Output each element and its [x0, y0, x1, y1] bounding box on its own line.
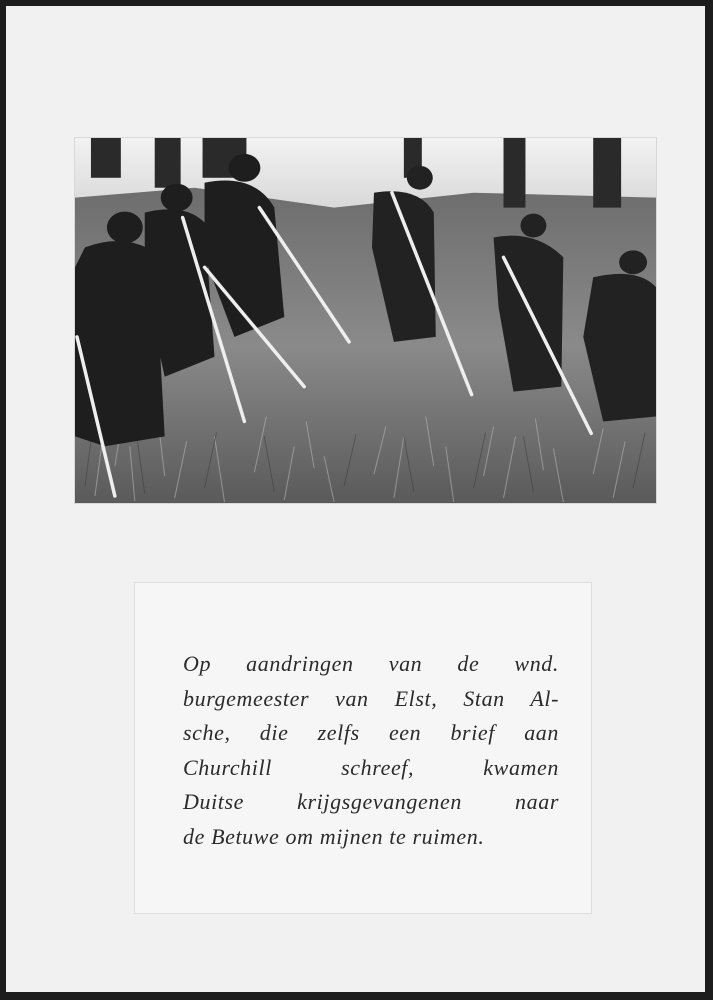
mounting-board	[6, 6, 705, 992]
caption-card	[134, 582, 592, 914]
caption-line: sche, die zelfs een brief aan	[183, 720, 559, 745]
photograph	[74, 137, 657, 504]
caption-line: de Betuwe om mijnen te ruimen.	[183, 823, 485, 849]
caption-line: Op aandringen van de wnd.	[183, 651, 559, 676]
caption-line: Duitse krijgsgevangenen naar	[183, 789, 559, 814]
caption-line: Churchill schreef, kwamen	[183, 754, 559, 780]
caption-text	[183, 647, 559, 854]
caption-line: burgemeester van Elst, Stan Al-	[183, 685, 559, 711]
photo-icon	[75, 138, 656, 503]
